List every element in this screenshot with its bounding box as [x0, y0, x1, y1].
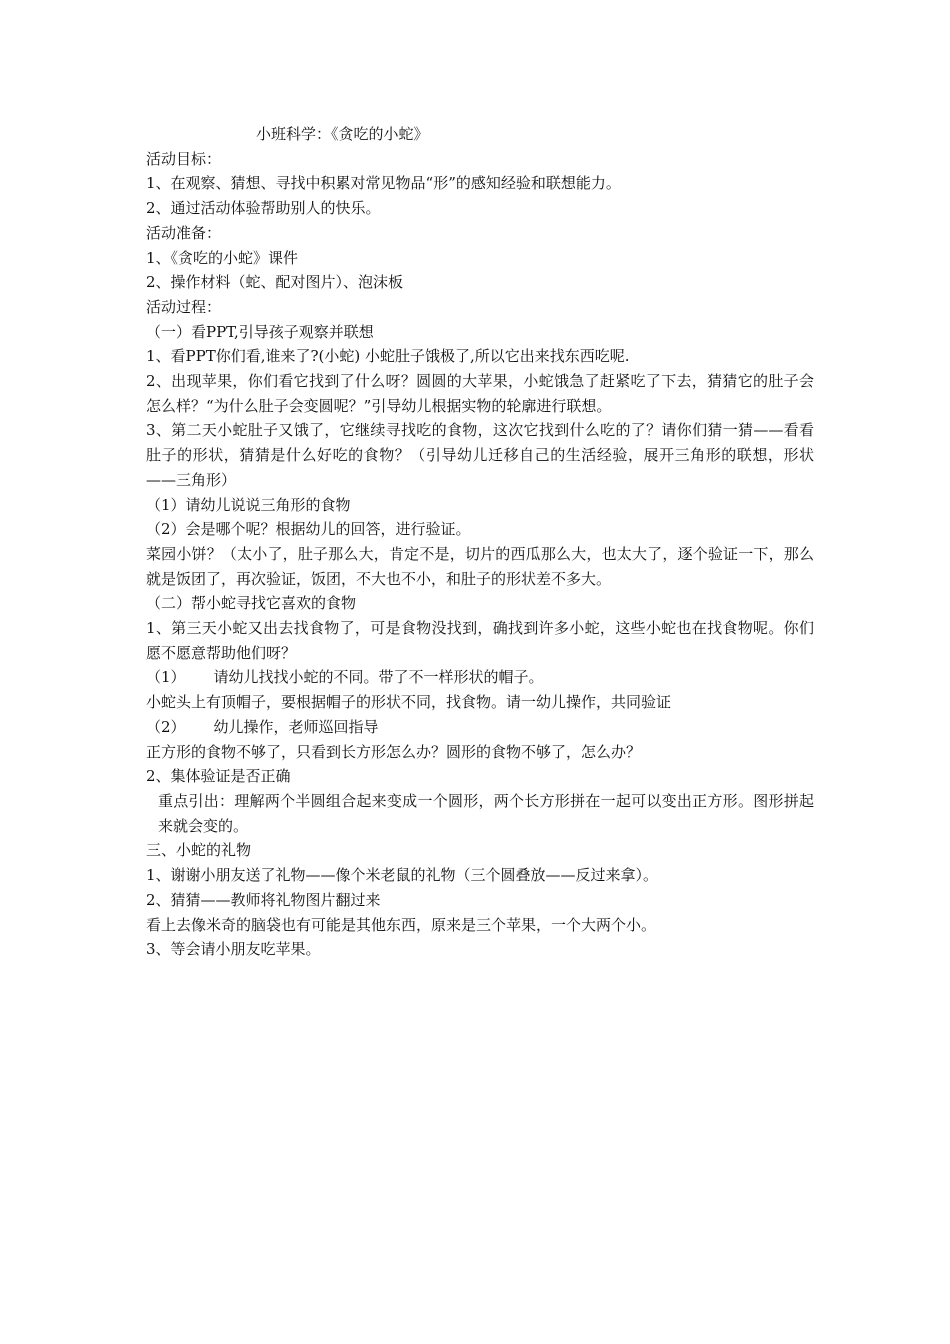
- part2-sub-2: [146, 715, 814, 740]
- part2-sub-1-text: 请幼儿找找小蛇的不同。带了不一样形状的帽子。: [213, 668, 544, 687]
- part1-item-3: 3、第二天小蛇肚子又饿了，它继续寻找吃的食物，这次它找到什么吃的了？请你们猜一猜——看看肚子的形状，猜猜是什么好吃的食物？（引导幼儿迁移自己的生活经验，展开三角形的联想，形状——三角形）: [146, 421, 814, 489]
- goals-heading: 活动目标：: [146, 149, 222, 168]
- prep-item-2: 2、操作材料（蛇、配对图片）、泡沫板: [146, 273, 404, 292]
- part2-key-point: 重点引出：理解两个半圆组合起来变成一个圆形，两个长方形拼在一起可以变出正方形。图形拼起来就会变的。: [158, 791, 814, 835]
- part2-item-1: 1、第三天小蛇又出去找食物了，可是食物没找到，确找到许多小蛇，这些小蛇也在找食物呢。你们愿不愿意帮助他们呀？: [146, 619, 814, 662]
- prep-heading: 活动准备：: [146, 223, 222, 242]
- part3-reveal: 看上去像米奇的脑袋也有可能是其他东西，原来是三个苹果，一个大两个小。: [146, 915, 657, 934]
- part3-heading: 三、小蛇的礼物: [146, 841, 252, 860]
- part2-item-2: 2、集体验证是否正确: [146, 767, 291, 786]
- process-heading: 活动过程：: [146, 297, 222, 316]
- part2-hat: 小蛇头上有顶帽子，要根据帽子的形状不同，找食物。请一幼儿操作，共同验证: [146, 693, 672, 712]
- part1-sub-1: （1）请幼儿说说三角形的食物: [146, 495, 351, 514]
- part3-item-2: 2、猜猜——教师将礼物图片翻过来: [146, 890, 381, 909]
- part2-heading: （二）帮小蛇寻找它喜欢的食物: [146, 594, 357, 613]
- part2-sub-1: [146, 665, 814, 690]
- document-body: [146, 122, 814, 962]
- goal-item-2: 2、通过活动体验帮助别人的快乐。: [146, 199, 381, 218]
- document-title: 小班科学：《贪吃的小蛇》: [256, 125, 429, 143]
- part1-item-2: 2、出现苹果，你们看它找到了什么呀？圆圆的大苹果，小蛇饿急了赶紧吃了下去，猜猜它的肚子会怎么样？“为什么肚子会变圆呢？”引导幼儿根据实物的轮廓进行联想。: [146, 372, 814, 415]
- prep-item-1: 1、《贪吃的小蛇》课件: [146, 248, 299, 267]
- goal-item-1: 1、在观察、猜想、寻找中积累对常见物品“形”的感知经验和联想能力。: [146, 174, 621, 193]
- part1-sub-2: （2）会是哪个呢？根据幼儿的回答，进行验证。: [146, 520, 471, 539]
- part2-question: 正方形的食物不够了，只看到长方形怎么办？圆形的食物不够了，怎么办？: [146, 742, 642, 761]
- part2-sub-2-text: 幼儿操作，老师巡回指导: [213, 717, 379, 736]
- part1-verify: 菜园小饼？（太小了，肚子那么大，肯定不是，切片的西瓜那么大，也太大了，逐个验证一下，那么就是饭团了，再次验证，饭团，不大也不小，和肚子的形状差不多大。: [146, 544, 814, 588]
- part3-item-3: 3、等会请小朋友吃苹果。: [146, 940, 321, 959]
- part1-heading: （一）看PPT,引导孩子观察并联想: [146, 322, 374, 341]
- part3-item-1: 1、谢谢小朋友送了礼物——像个米老鼠的礼物（三个圆叠放——反过来拿）。: [146, 866, 659, 885]
- part2-sub-2-number: （2）: [146, 717, 186, 736]
- part2-sub-1-number: （1）: [146, 668, 186, 687]
- part1-item-1: 1、看PPT你们看,谁来了?(小蛇) 小蛇肚子饿极了,所以它出来找东西吃呢.: [146, 347, 630, 366]
